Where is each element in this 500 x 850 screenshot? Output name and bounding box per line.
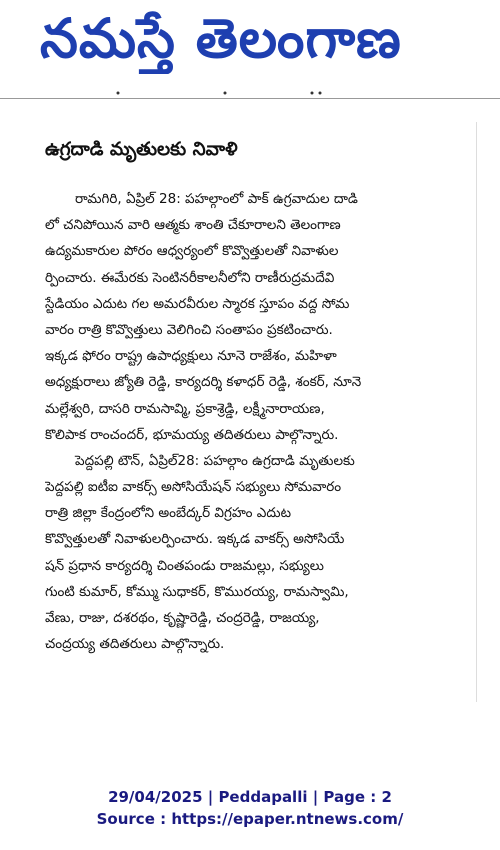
article-line: రాత్రి జిల్లా కేంద్రంలోని అంబేద్కర్ విగ్రహం ఎదుట bbox=[45, 505, 292, 522]
column-divider bbox=[476, 122, 477, 702]
article-line: చంద్రయ్య తదితరులు పాల్గొన్నారు. bbox=[45, 636, 225, 653]
article-line: స్టేడియం ఎదుట గల అమరవీరుల స్మారక స్తూపం వద్ద సోమ bbox=[45, 295, 350, 312]
article-line: అధ్యక్షురాలు జ్యోతి రెడ్డి, కార్యదర్శి కళాధర్ రెడ్డి, శంకర్, నూనె bbox=[45, 374, 362, 391]
article-line: రామగిరి, ఏప్రిల్ 28: పహల్గాంలో పాక్ ఉగ్రవాదుల దాడి bbox=[75, 191, 358, 207]
article-headline: ఉగ్రదాడి మృతులకు నివాళి bbox=[45, 139, 238, 160]
article-line: వేణు, రాజు, దశరథం, కృష్ణారెడ్డి, చంద్రరెడ్డి, రాజయ్య, bbox=[45, 610, 320, 626]
article-line: వారం రాత్రి కొవ్వొత్తులు వెలిగించి సంతాపం ప్రకటించారు. bbox=[45, 321, 333, 338]
masthead-logo: నమస్తే తెలంగాణ bbox=[40, 7, 402, 70]
article-line: పెద్దపల్లి టౌన్, ఏప్రిల్28: పహల్గాం ఉగ్రదాడి మృతులకు bbox=[75, 452, 355, 469]
article-line: పెద్దపల్లి ఐటీఐ వాకర్స్ అసోసియేషన్ సభ్యులు సోమవారం bbox=[45, 479, 342, 496]
article-body bbox=[45, 186, 465, 657]
article-line: కొలిపాక రాంచందర్, భూమయ్య తదితరులు పాల్గొన్నారు. bbox=[45, 426, 339, 443]
header-divider bbox=[0, 98, 500, 99]
footer-meta: 29/04/2025 | Peddapalli | Page : 2 bbox=[108, 788, 392, 806]
article-line: ఉద్యమకారుల పోరం ఆధ్వర్యంలో కొవ్వొత్తులతో నివాళుల bbox=[45, 243, 339, 260]
footer-source: Source : https://epaper.ntnews.com/ bbox=[96, 810, 404, 828]
masthead-dots bbox=[110, 89, 350, 97]
article-line: లో చనిపోయిన వారి ఆత్మకు శాంతి చేకూరాలని తెలంగాణ bbox=[45, 217, 341, 234]
article-line: ఇక్కడ ఫోరం రాష్ట్ర ఉపాధ్యక్షులు నూనె రాజేశం, మహిళా bbox=[45, 348, 337, 365]
article-line: మల్లేశ్వరి, దాసరి రామసావ్మి, ప్రకాశ్రెడ్డి, లక్ష్మీనారాయణ, bbox=[45, 400, 325, 417]
article-line: షన్ ప్రధాన కార్యదర్శి చింతపండు రాజమల్లు, సభ్యులు bbox=[45, 557, 324, 574]
article-line: గుంటి కుమార్, కోమ్ము సుధాకర్, కొమురయ్య, రామస్వామి, bbox=[45, 583, 349, 600]
article-line: కొవ్వొత్తులతో నివాళులర్పించారు. ఇక్కడ వాకర్స్ అసోసియే bbox=[45, 531, 345, 548]
page-footer bbox=[0, 786, 500, 830]
article-line: ర్పించారు. ఈమేరకు సెంటినరీకాలనీలోని రాణీరుద్రమదేవి bbox=[45, 269, 335, 286]
